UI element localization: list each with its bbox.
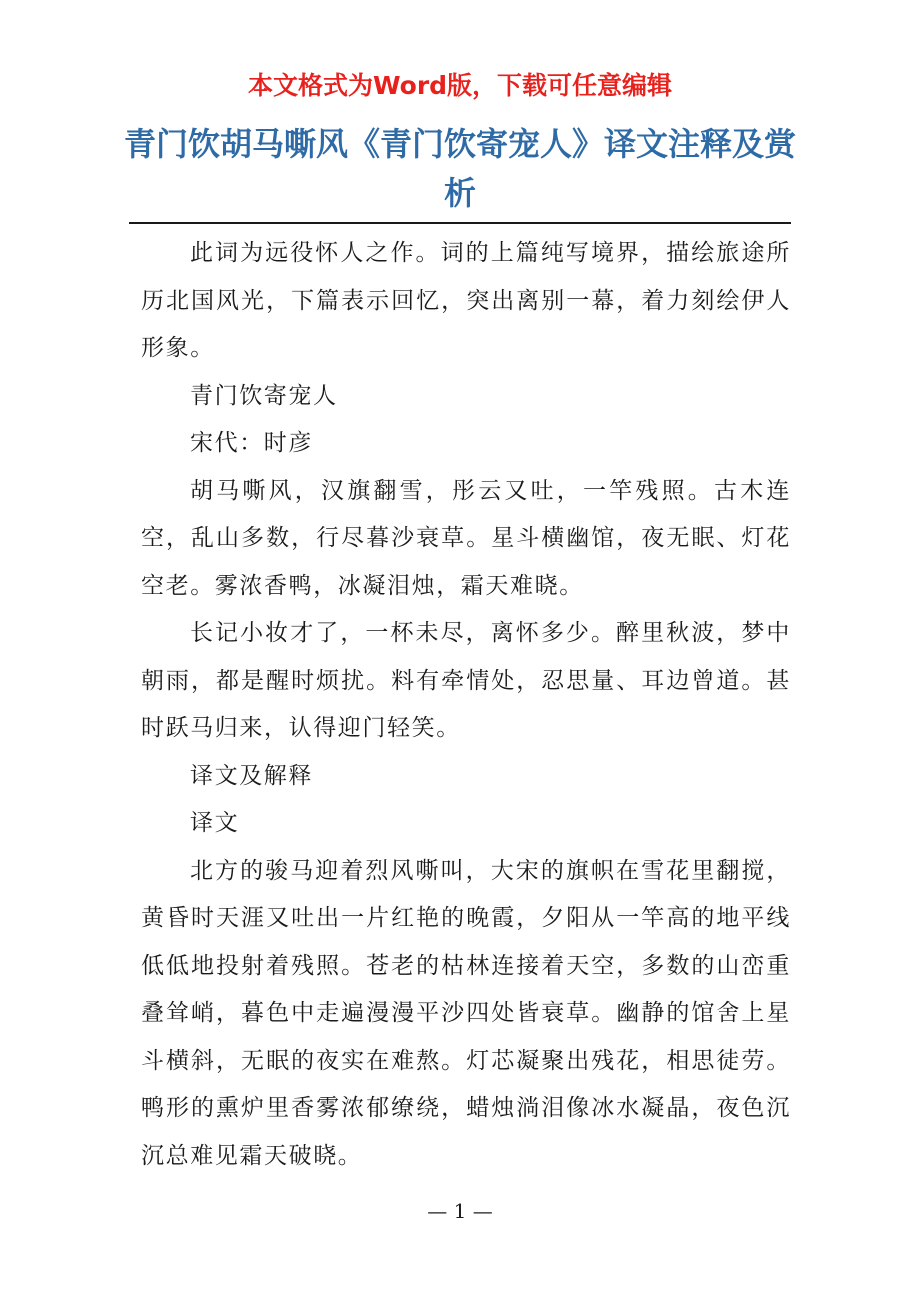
page-title: 青门饮胡马嘶风《青门饮寄宠人》译文注释及赏析 [123,125,796,212]
title-divider [129,222,791,224]
intro-paragraph: 此词为远役怀人之作。词的上篇纯写境界，描绘旅途所历北国风光，下篇表示回忆，突出离别一幕，着力刻绘伊人形象。 [141,240,791,361]
poem-title: 青门饮寄宠人 [190,382,338,409]
format-notice-banner: 本文格式为Word版，下载可任意编辑 [247,71,673,100]
section-heading-translation: 译文 [190,810,240,836]
poem-author: 宋代：时彦 [190,430,313,456]
page-number: — 1 — [427,1199,493,1223]
poem-stanza-1: 胡马嘶风，汉旗翻雪，彤云又吐，一竿残照。古木连空，乱山多数，行尽暮沙衰草。星斗横幽馆，夜无眠、灯花空老。雾浓香鸭，冰凝泪烛，霜天难晓。 [141,477,791,599]
translation-paragraph: 北方的骏马迎着烈风嘶叫，大宋的旗帜在雪花里翻搅，黄昏时天涯又吐出一片红艳的晚霞，夕阳从一竿高的地平线低低地投射着残照。苍老的枯林连接着天空，多数的山峦重叠耸峭，暮色中走遍漫漫平沙四处皆衰草。幽静的馆舍上星斗横斜，无眠的夜实在难熬。灯芯凝聚出残花，相思徒劳。鸭形的熏炉里香雾浓郁缭绕，蜡烛淌泪像冰水凝晶，夜色沉沉总难见霜天破晓。 [141,857,791,1169]
section-heading-translation-notes: 译文及解释 [190,762,313,789]
document-body [141,230,791,1180]
poem-stanza-2: 长记小妆才了，一杯未尽，离怀多少。醉里秋波，梦中朝雨，都是醒时烦扰。料有牵情处，忍思量、耳边曾道。甚时跃马归来，认得迎门轻笑。 [141,620,791,741]
